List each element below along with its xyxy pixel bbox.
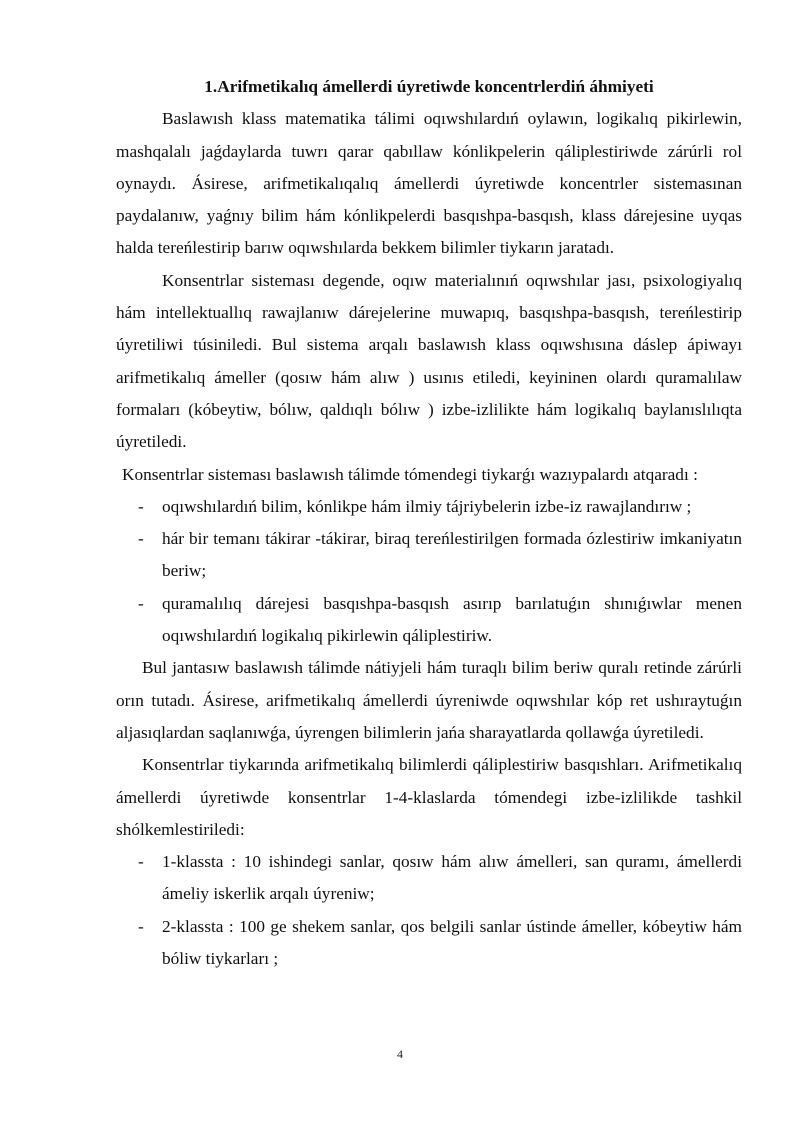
paragraph-intro: Baslawısh klass matematika tálimi oqıwshılardıń oylawın, logikalıq pikirlewin, mashqalalı jaǵdaylarda tuwrı qarar qabıllaw kónlikpelerin qáliplestiriwde zárúrli rol oynaydı. Ásirese, arifmetikalıqalıq ámellerdi úyretiwde koncentrler sistemasınan paydalanıw, yaǵnıy bilim hám kónlikpelerdi basqıshpa-basqısh, klass dárejesine uyqas halda tereńlestirip barıw oqıwshılarda bekkem bilimler tiykarın jaratadı. bbox=[116, 109, 742, 258]
page-content bbox=[116, 70, 742, 975]
paragraph-concentr-definition: Konsentrlar sisteması degende, oqıw materialınıń oqıwshılar jası, psixologiyalıq hám intellektuallıq rawajlanıw dárejelerine muwapıq, basqıshpa-basqısh, tereńlestirip úyretiliwi túsiniledi. Bul sistema arqalı baslawısh klass oqıwshısına dáslep ápiwayı arifmetikalıq ámeller (qosıw hám alıw ) usınıs etiledi, keyininen olardı quramalılaw formaları (kóbeytiw, bólıw, qaldıqlı bólıw ) izbe-izlilikte hám logikalıq baylanıslılıqta úyretiledi. bbox=[116, 270, 742, 452]
section-title: 1.Arifmetikalıq ámellerdi úyretiwde koncentrlerdiń áhmiyeti bbox=[204, 77, 654, 96]
list-dash: - bbox=[138, 916, 144, 936]
grades-list bbox=[116, 846, 742, 975]
list-dash: - bbox=[138, 593, 144, 613]
list-item: - 2-klassta : 100 ge shekem sanlar, qos belgili sanlar ústinde ámeller, kóbeytiw hám bóliw tiykarları ; bbox=[116, 911, 742, 976]
list-item: - 1-klassta : 10 ishindegi sanlar, qosıw hám alıw ámelleri, san quramı, ámellerdi ámeliy iskerlik arqalı úyreniw; bbox=[116, 846, 742, 911]
list-dash: - bbox=[138, 529, 144, 549]
list-item: - quramalılıq dárejesi basqıshpa-basqısh asırıp barılatuǵın shınıǵıwlar menen oqıwshılardıń logikalıq pikirlewin qáliplestiriw. bbox=[116, 588, 742, 653]
tasks-list bbox=[116, 491, 742, 652]
paragraph-stages: Konsentrlar tiykarında arifmetikalıq bilimlerdi qáliplestiriw basqıshları. Arifmetikalıq ámellerdi úyretiwde konsentrlar 1-4-klaslarda tómendegi izbe-izlilikde tashkil shólkemlestiriledi: bbox=[116, 755, 742, 839]
list-dash: - bbox=[138, 852, 144, 872]
list-item: - hár bir temanı tákirar -tákirar, biraq tereńlestirilgen formada ózlestiriw imkaniyatın beriw; bbox=[116, 523, 742, 588]
paragraph-approach: Bul jantasıw baslawısh tálimde nátiyjeli hám turaqlı bilim beriw quralı retinde zárúrli orın tutadı. Ásirese, arifmetikalıq ámellerdi úyreniwde oqıwshılar kóp ret ushıraytuǵın aljasıqlardan saqlanıwǵa, úyrengen bilimlerin jańa sharayatlarda qollawǵa úyretiledi. bbox=[116, 658, 742, 742]
list-dash: - bbox=[138, 496, 144, 516]
page-number: 4 bbox=[397, 1047, 403, 1061]
paragraph-tasks-lead: Konsentrlar sisteması baslawısh tálimde tómendegi tiykarǵı wazıypalardı atqaradı : bbox=[122, 464, 698, 484]
list-item: - oqıwshılardıń bilim, kónlikpe hám ilmiy tájriybelerin izbe-iz rawajlandırıw ; bbox=[116, 491, 742, 523]
